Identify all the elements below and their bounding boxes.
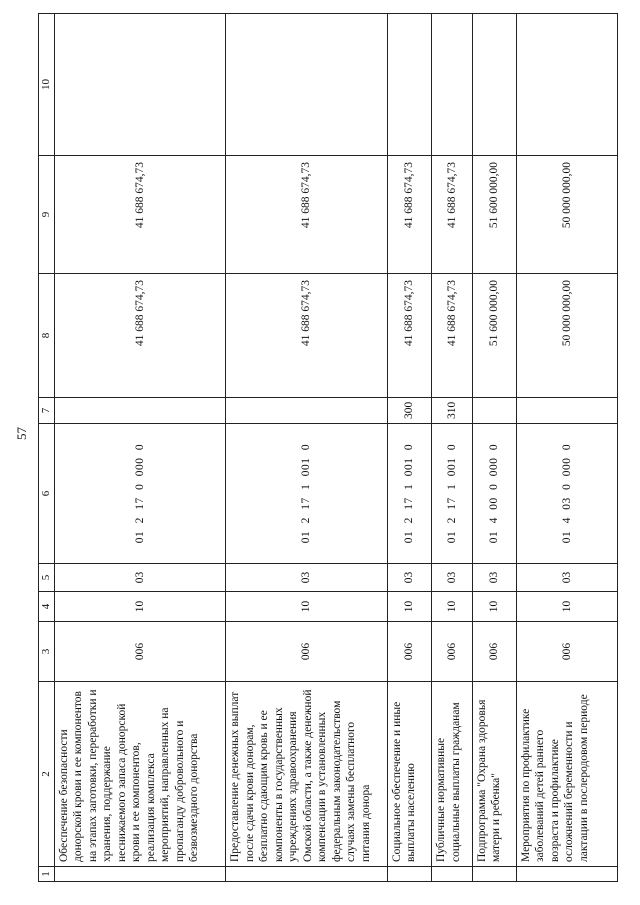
cell-col7 [472,398,516,424]
header-row [39,14,55,882]
cell-col4: 10 [472,592,516,622]
col-header-5: 5 [39,564,55,592]
cell-col3: 006 [54,622,226,682]
cell-col5: 03 [387,564,431,592]
cell-col8: 41 688 674,73 [54,274,226,398]
cell-col7: 300 [387,398,431,424]
cell-col6: 01 2 17 1 001 0 [387,424,431,564]
col-header-2: 2 [39,682,55,867]
cell-col3: 006 [516,622,617,682]
page-number: 57 [14,427,29,440]
cell-col3: 006 [472,622,516,682]
col-header-7: 7 [39,398,55,424]
cell-col6: 01 2 17 0 000 0 [54,424,226,564]
cell-col9: 41 688 674,73 [387,156,431,274]
cell-col5: 03 [472,564,516,592]
col-header-8: 8 [39,274,55,398]
cell-empty [387,867,431,882]
row-name: Предоставление денежных выплат после сдачи крови донорам, безплатно сдающим кровь и ее компоненты в государственных учреждениях здравоохранения Омской области, а также денежной компенсации в установленных федеральным законодательством случаях замены бесплатного питания донора [226,682,388,867]
cell-empty [54,867,226,882]
cell-col10 [54,14,226,156]
cell-col3: 006 [387,622,431,682]
table-row [516,14,617,882]
cell-col5: 03 [516,564,617,592]
cell-col9: 41 688 674,73 [226,156,388,274]
cell-col10 [472,14,516,156]
budget-table [38,13,618,882]
col-header-3: 3 [39,622,55,682]
cell-col3: 006 [432,622,472,682]
col-header-6: 6 [39,424,55,564]
cell-col8: 41 688 674,73 [432,274,472,398]
cell-col4: 10 [226,592,388,622]
cell-col7 [54,398,226,424]
cell-col3: 006 [226,622,388,682]
cell-col4: 10 [432,592,472,622]
row-name: Публичные нормативные социальные выплаты гражданам [432,682,472,867]
col-header-4: 4 [39,592,55,622]
cell-col10 [226,14,388,156]
row-name: Мероприятия по профилактике заболеваний детей раннего возраста и профилактике осложнений беременности и лактации в послеродовом периоде [516,682,617,867]
cell-col9: 50 000 000,00 [516,156,617,274]
table-row [432,14,472,882]
cell-empty [432,867,472,882]
cell-col8: 50 000 000,00 [516,274,617,398]
row-name: Социальное обеспечение и иные выплаты населению [387,682,431,867]
table-row [472,14,516,882]
col-header-9: 9 [39,156,55,274]
cell-col8: 41 688 674,73 [226,274,388,398]
col-header-10: 10 [39,14,55,156]
cell-empty [226,867,388,882]
cell-col5: 03 [54,564,226,592]
cell-col4: 10 [54,592,226,622]
col-header-1: 1 [39,867,55,882]
table-row [226,14,388,882]
cell-col7 [516,398,617,424]
rotated-table-wrapper [38,14,618,882]
cell-col10 [387,14,431,156]
cell-col6: 01 2 17 1 001 0 [226,424,388,564]
cell-col4: 10 [516,592,617,622]
cell-col7 [226,398,388,424]
cell-col9: 41 688 674,73 [54,156,226,274]
cell-empty [516,867,617,882]
cell-col6: 01 2 17 1 001 0 [432,424,472,564]
cell-col9: 51 600 000,00 [472,156,516,274]
table-row [387,14,431,882]
row-name: Обеспечение безопасности донорской крови и ее компонентов на этапах заготовки, переработки и хранения, поддержание неснижаемого запаса донорской крови и ее компонентов, реализация комплекса мероприятий, направленных на пропаганду добровольного и безвозмездного донорства [54,682,226,867]
cell-empty [472,867,516,882]
cell-col4: 10 [387,592,431,622]
cell-col5: 03 [226,564,388,592]
cell-col6: 01 4 03 0 000 0 [516,424,617,564]
cell-col8: 41 688 674,73 [387,274,431,398]
cell-col9: 41 688 674,73 [432,156,472,274]
cell-col6: 01 4 00 0 000 0 [472,424,516,564]
cell-col5: 03 [432,564,472,592]
cell-col7: 310 [432,398,472,424]
cell-col8: 51 600 000,00 [472,274,516,398]
cell-col10 [432,14,472,156]
table-row [54,14,226,882]
cell-col10 [516,14,617,156]
row-name: Подпрограмма "Охрана здоровья матери и ребенка" [472,682,516,867]
